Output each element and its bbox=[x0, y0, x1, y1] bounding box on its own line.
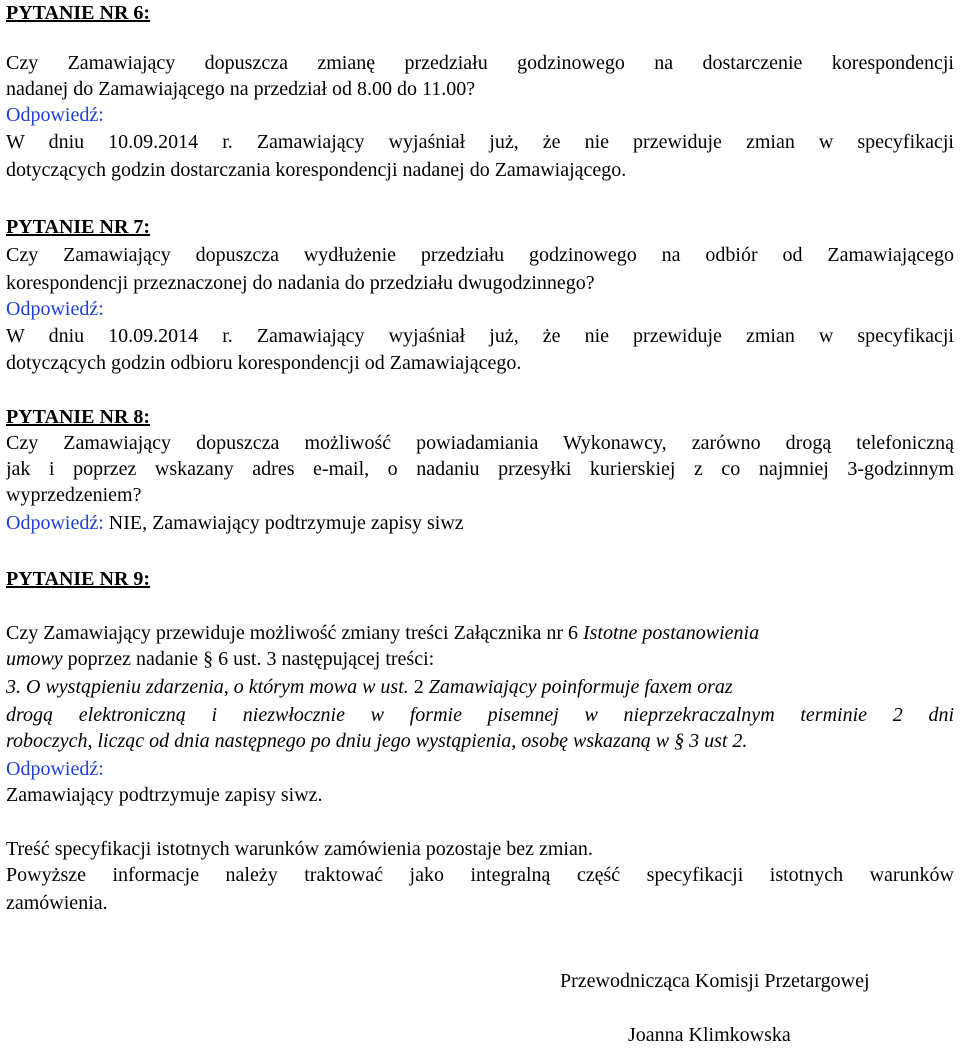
q9-quote-line-1 bbox=[6, 674, 954, 700]
q7-answer-label: Odpowiedź: bbox=[6, 298, 104, 320]
q6-answer-label: Odpowiedź: bbox=[6, 104, 104, 126]
q9-question-line-2-italic: umowy bbox=[6, 648, 63, 670]
q8-answer-text: NIE, Zamawiający podtrzymuje zapisy siwz bbox=[103, 512, 464, 534]
q9-question-line-2 bbox=[6, 646, 954, 672]
q8-answer-row bbox=[6, 510, 954, 536]
q9-question-line-1 bbox=[6, 620, 954, 646]
q7-question-line-1: Czy Zamawiający dopuszcza wydłużenie przedziału godzinowego na odbiór od Zamawiającego bbox=[6, 244, 954, 266]
q9-answer-label: Odpowiedź: bbox=[6, 758, 104, 780]
q7-question-line-2: korespondencji przeznaczonej do nadania do przedziału dwugodzinnego? bbox=[6, 272, 595, 294]
q6-heading: PYTANIE NR 6: bbox=[6, 2, 151, 24]
q9-quote-line-1-italic: 3. O wystąpieniu zdarzenia, o którym mowa w ust. bbox=[6, 676, 409, 698]
q8-answer-label: Odpowiedź: bbox=[6, 512, 104, 534]
q7-answer-line-2: dotyczących godzin odbioru korespondencji od Zamawiającego. bbox=[6, 352, 522, 374]
q7-answer-line-1: W dniu 10.09.2014 r. Zamawiający wyjaśniał już, że nie przewiduje zmian w specyfikacji bbox=[6, 325, 954, 347]
closing-line-2: Powyższe informacje należy traktować jako integralną część specyfikacji istotnych warunków bbox=[6, 864, 954, 886]
q9-quote-line-2: drogą elektroniczną i niezwłocznie w formie pisemnej w nieprzekraczalnym terminie 2 dni bbox=[6, 704, 954, 726]
q6-answer-line-2: dotyczących godzin dostarczania korespondencji nadanej do Zamawiającego. bbox=[6, 159, 627, 181]
q8-question-line-3: wyprzedzeniem? bbox=[6, 484, 142, 506]
document-page bbox=[6, 0, 954, 1047]
signature-name: Joanna Klimkowska bbox=[628, 1024, 791, 1046]
q8-question-line-2: jak i poprzez wskazany adres e-mail, o nadaniu przesyłki kurierskiej z co najmniej 3-godzinnym bbox=[6, 458, 954, 480]
q9-question-line-1-text: Czy Zamawiający przewiduje możliwość zmiany treści Załącznika nr 6 bbox=[6, 622, 583, 644]
closing-line-3: zamówienia. bbox=[6, 892, 108, 914]
q9-question-line-1-italic: Istotne postanowienia bbox=[582, 622, 760, 644]
q7-heading: PYTANIE NR 7: bbox=[6, 216, 151, 238]
q8-question-line-1: Czy Zamawiający dopuszcza możliwość powiadamiania Wykonawcy, zarówno drogą telefoniczną bbox=[6, 432, 954, 454]
q9-answer-text: Zamawiający podtrzymuje zapisy siwz. bbox=[6, 784, 323, 806]
q9-quote-line-3: roboczych, licząc od dnia następnego po dniu jego wystąpienia, osobę wskazaną w § 3 ust 2. bbox=[6, 730, 748, 752]
q6-question-line-1: Czy Zamawiający dopuszcza zmianę przedziału godzinowego na dostarczenie korespondencji bbox=[6, 52, 954, 74]
signature-role: Przewodnicząca Komisji Przetargowej bbox=[560, 970, 870, 992]
q8-heading: PYTANIE NR 8: bbox=[6, 406, 151, 428]
q9-heading: PYTANIE NR 9: bbox=[6, 568, 151, 590]
closing-line-1: Treść specyfikacji istotnych warunków zamówienia pozostaje bez zmian. bbox=[6, 838, 593, 860]
q9-quote-line-1-plain: 2 bbox=[408, 676, 429, 698]
q9-question-line-2-text: poprzez nadanie § 6 ust. 3 następującej treści: bbox=[62, 648, 435, 670]
q9-quote-line-1-italic-2: Zamawiający poinformuje faxem oraz bbox=[428, 676, 733, 698]
q6-question-line-2: nadanej do Zamawiającego na przedział od 8.00 do 11.00? bbox=[6, 78, 476, 100]
q6-answer-line-1: W dniu 10.09.2014 r. Zamawiający wyjaśniał już, że nie przewiduje zmian w specyfikacji bbox=[6, 131, 954, 153]
